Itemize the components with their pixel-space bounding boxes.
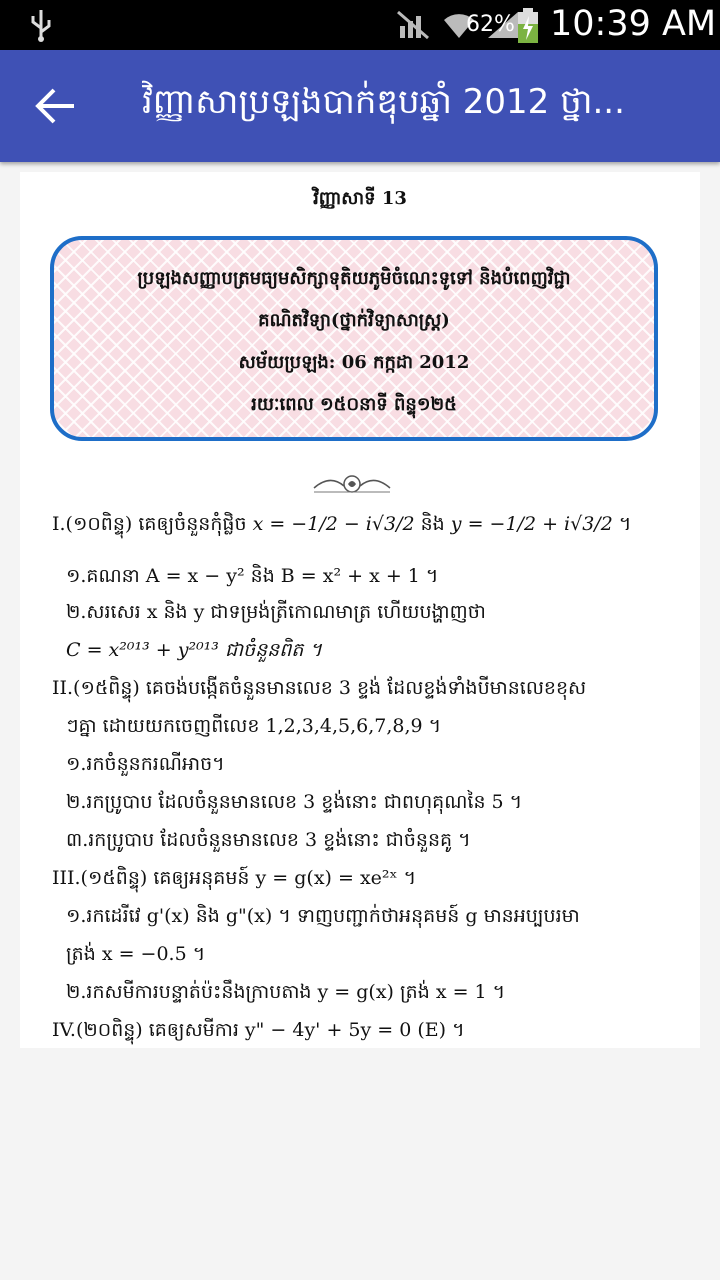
question-1	[52, 512, 631, 540]
app-bar	[0, 50, 720, 162]
subject-title: វិញ្ញាសាទី 13	[313, 188, 407, 209]
battery-icon	[516, 8, 540, 48]
q1-label: I.(១០ពិន្ទុ) គេឲ្យចំនួនកុំផ្លិច	[52, 513, 247, 535]
q3-sub-1a: ១.រកដេរីវេ g'(x) និង g"(x) ។ ទាញបញ្ជាក់ថាអនុគមន៍ g មានអប្បបរមា	[66, 905, 580, 927]
battery-percent: 62%	[466, 12, 515, 37]
exam-header-box	[50, 236, 658, 441]
q2-label-2: ៗគ្នា ដោយយកចេញពីលេខ 1,2,3,4,5,6,7,8,9 ។	[66, 715, 442, 737]
q3-sub-1b: ត្រង់ x = −0.5 ។	[66, 943, 206, 965]
q2-sub-3: ៣.រកប្រូបាប ដែលចំនួនមានលេខ 3 ខ្ទង់នោះ ជាចំនួនគូ ។	[66, 829, 471, 851]
ornament-icon	[310, 470, 394, 496]
q3-label: III.(១៥ពិន្ទុ) គេឲ្យអនុគមន៍ y = g(x) = xe²ˣ ។	[52, 867, 417, 889]
document-page	[20, 172, 700, 1048]
usb-icon	[26, 8, 56, 46]
q3-sub-2: ២.រកសមីការបន្ទាត់ប៉ះនឹងក្រាបតាង y = g(x) ត្រង់ x = 1 ។	[66, 981, 506, 1003]
q2-sub-2: ២.រកប្រូបាប ដែលចំនួនមានលេខ 3 ខ្ទង់នោះ ជាពហុគុណនៃ 5 ។	[66, 791, 523, 813]
header-line-2: គណិតវិទ្យា(ថ្នាក់វិទ្យាសាស្ត្រ)	[258, 310, 450, 331]
q1-y-expression: y = −1/2 + i√3/2	[450, 513, 613, 535]
app-title: វិញ្ញាសាប្រឡងបាក់ឌុបឆ្នាំ 2012 ថ្នា...	[142, 82, 625, 122]
q1-end: ។	[618, 513, 632, 535]
header-line-1: ប្រឡងសញ្ញាបត្រមធ្យមសិក្សាទុតិយភូមិចំណេះទូទៅ និងបំពេញវិជ្ជា	[137, 268, 571, 289]
header-line-3: សម័យប្រឡង: 06 កក្កដា 2012	[238, 352, 470, 373]
q2-label: II.(១៥ពិន្ទុ) គេចង់បង្កើតចំនួនមានលេខ 3 ខ្ទង់ ដែលខ្ទង់ទាំងបីមានលេខខុស	[52, 677, 587, 699]
q1-sub-1: ១.គណនា A = x − y² និង B = x² + x + 1 ។	[66, 565, 439, 587]
status-bar	[0, 0, 720, 50]
q1-and: និង	[420, 513, 445, 535]
q1-x-expression: x = −1/2 − i√3/2	[252, 513, 415, 535]
mute-icon	[396, 10, 432, 44]
q1-sub-2b: C = x²⁰¹³ + y²⁰¹³ ជាចំនួនពិត ។	[66, 639, 322, 661]
q2-sub-1: ១.រកចំនួនករណីអាច។	[66, 753, 225, 775]
q1-sub-2a: ២.សរសេរ x និង y ជាទម្រង់ត្រីកោណមាត្រ ហើយបង្ហាញថា	[66, 601, 486, 623]
back-arrow-icon[interactable]	[34, 86, 78, 126]
clock: 10:39 AM	[550, 4, 717, 44]
header-line-4: រយៈពេល ១៥០នាទី ពិន្ទុ១២៥	[251, 394, 457, 415]
q4-label: IV.(២០ពិន្ទុ) គេឲ្យសមីការ y" − 4y' + 5y = 0 (E) ។	[52, 1019, 465, 1041]
